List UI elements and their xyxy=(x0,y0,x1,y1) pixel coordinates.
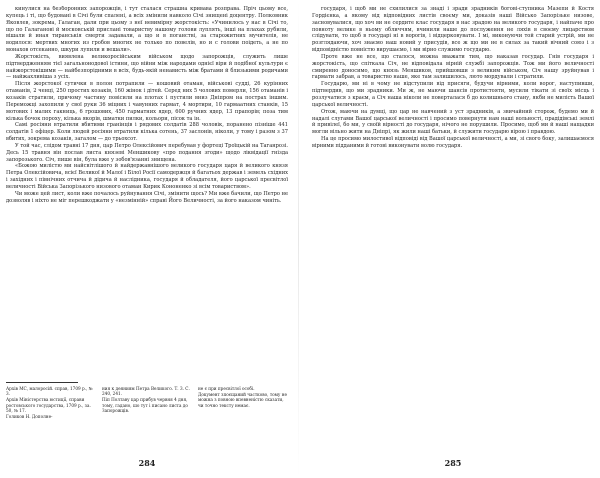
paragraph: кинулися на безборонних запорожців, і тут сталася страшна кривава розправа. Пріч цьому все, купець і ті, що будовані в Січі були спалені, а всіх змінили навколо Січі знищені доцентру. Полковник Яковлев, зокрема, Галаган, дали при цьому з неї невимірну жорстокість: «Учинилось у нас в Січі то, що по Галаганові й московській прислані товариству нашому голови луплять, інші на плахах рубили, вішали й иная тиранськія смерти задавали, а що и в поганстві, за старожитних мучителів, не водилося: мертвих многих из гробов многих не только по повелів, но и с голови поідеть, а не по монахов отсеканно, шкури лупили и вешали». xyxy=(6,6,288,54)
footnote: Піп Полтаву цар прибув червня 4 дня, тому, гадано, шо тут і писано листа до Запорожців. xyxy=(102,397,188,414)
footnote: ния к деяниям Петра Великого. Т. 3. С. 240, 241. xyxy=(102,386,190,397)
paragraph: Чи може цей лист, коли вже почалось руйнування Січі, змінити щось? Ми вже бачили, що Петро не дозволяв і ніхто не міг перешкоджати у «незмінній» справі Його Величності, за його наказом чиніть. xyxy=(6,190,288,204)
footnotes xyxy=(6,386,288,420)
footnotes-column-right xyxy=(198,386,288,420)
paragraph: Проте вже не все, що сталося, можна вважати тим, що наказав государ. Гнів государя і жорстокість, що спіткала Січ, не відповідала вірній службі запорожців. Тож ми його величності смиренно доносимо, що князь Меншиков, прийшовши з великим військом, Січ нашу зруйнував і гармати забрав, а товариство наше, яке там залишилось, люто мордували і стратили. xyxy=(312,53,594,81)
footnotes-column-middle xyxy=(102,386,192,420)
paragraph: «Божою милістю ми найсвітлішого й найдержавнішого великого государя царя й великого князя Петра Олексійовича, всієї Великої й Малої і Білої Росії самодержця й багатьох держав і земель східних і західних і північних отчича й дідича й наслідника, государя й обладателя, його царської пресвітлої величності Війська Запорізького низового отаман Кирик Кононенко зі всім товариством». xyxy=(6,163,288,190)
right-main-text xyxy=(312,6,594,150)
left-main-text xyxy=(6,6,288,204)
footnote: Голиков Н. Дополне- xyxy=(6,414,53,420)
right-page xyxy=(312,6,594,472)
page-number: 284 xyxy=(138,458,156,468)
paragraph: Отож, маючи на думці, що цар не навчений з уст зрадників, а звичайний сторож, будемо ми й надалі слугами Вашої царської величності і просимо повернути нам наші вольності, прадідівські землі й привілеї, бо ми, у своїй вірності до государя, нічого не порушили. Просимо, щоб ми й наші нащадки могли вільно жити на Дніпрі, як жили наші батьки, й служити государю вірою і правдою. xyxy=(312,108,594,136)
paragraph: На це просимо милостивої відповіді від Вашої царської величності, а ми, зі свого боку, залишаємося вірними підданими й готові виконувати волю государя. xyxy=(312,136,594,149)
footnote-divider xyxy=(6,382,78,383)
book-gutter xyxy=(298,0,299,478)
paragraph: государя, і щоб ми не схилилися за знаді і зради зрадників богові-ступника Мазепи й Костя Гордієнка, а якому від відповідних листів своєму ми, доказів наші Військо Запорізьке низове, засновувалися, що хоч ви не сердите клас государя в нас зрадою на великого государя, і найпаче про повноту велике в ньому обличчям, вчинили наше до послуження не ляхів в своєму лицарством слідувати, то щоб в государі ні в ворогів, і відцерковувати. І мі, виконуючи той старий устрій, ми не розглядаючи, хоч знаємо наш новий у присудів, все ж що ми не в силах за такий вічний союз і з відповідністю повністю вирушаємо, і ми вірно служимо государю. xyxy=(312,6,594,54)
paragraph: Після жорстокої сутички в полон потрапили — кошовий отаман, військові судді, 26 курінних отаманів, 2 ченці, 250 простих козаків, 160 жінок і дітей. Серед них 5 чолових померли, 156 отаманів і козаків стратили, причому частину повісили на плотах і пустили вниз Дніпром на пострах іншим. Переможці захопили у свої руки 36 міцних і чавунних гармат, 4 мортири, 10 гармаатних станків, 15 мотових і малих гакниць, 6 грошових, 450 гарматних ядер, 600 ручних ядер, 13 прапорів; поза тим кілька бочок пороху, кілька якорів, шматки пилки, кольори, пісок та ін. xyxy=(6,81,288,122)
page-number: 285 xyxy=(444,458,462,468)
left-page xyxy=(6,6,288,472)
paragraph: Самі росіяни втратили вбитими гранінців і рядових солдатів 288 чоловік, поранено пізніше 441 солдатів 1 офіцер. Коли людей росіяни втратили кілька сотень, 37 заслонів, ніколи, у тому і разом з 37 вбитих, зокрема козаків, загалом — до трьохсот. xyxy=(6,122,288,143)
footnote: не є при пресвітлої особі. xyxy=(198,386,255,391)
footnote: Архів Міністерства юстиції, справи ростовського государства, 1709 р., за. 50, № 17. xyxy=(6,397,91,414)
paragraph: У той час, слідом травні 17 дня, цар Петро Олексійович перебував у фортеці Троїцькій на Таганрозі. Десь 15 травня він послав листа князеві Меншикову «про подання згоди» щодо ліквідації гнізда запорозького. Січ, пише він, була вже у зобов'язанні знищена. xyxy=(6,142,288,163)
paragraph: Жорстокість, виявлена великоросійським військом щодо запорожців, служить лише підтвердженням тієї загальнонодової істини, що війни між народами однієї віри й подібної культури є найжорстокішими — найбезпорідними в всіх, будь-якій ненависть між братами й близькими родичами — найжахливіша з усіх. xyxy=(6,53,288,81)
footnote: Архів МС, малоросій. справ, 1709 р., № 3. xyxy=(6,386,93,397)
paragraph: Государю, ми ні в чому не відступили від присяги, будучи вірними, коли ворог, наступивши, підтвердив, що ми зрадники. Ми ж, не маючи шансів протистояти, мусили тікати зі своїх місць і розлучатися з краєм, а Січ наша ніколи не поверталася б до колишнього стану, якби не милість Вашої царської величності. xyxy=(312,81,594,108)
footnotes-column-left xyxy=(6,386,96,420)
footnote: Документ зпоєщаний частково, тому не можна з повною впевненістю сказати, чи точно тексту немає. xyxy=(198,392,287,408)
